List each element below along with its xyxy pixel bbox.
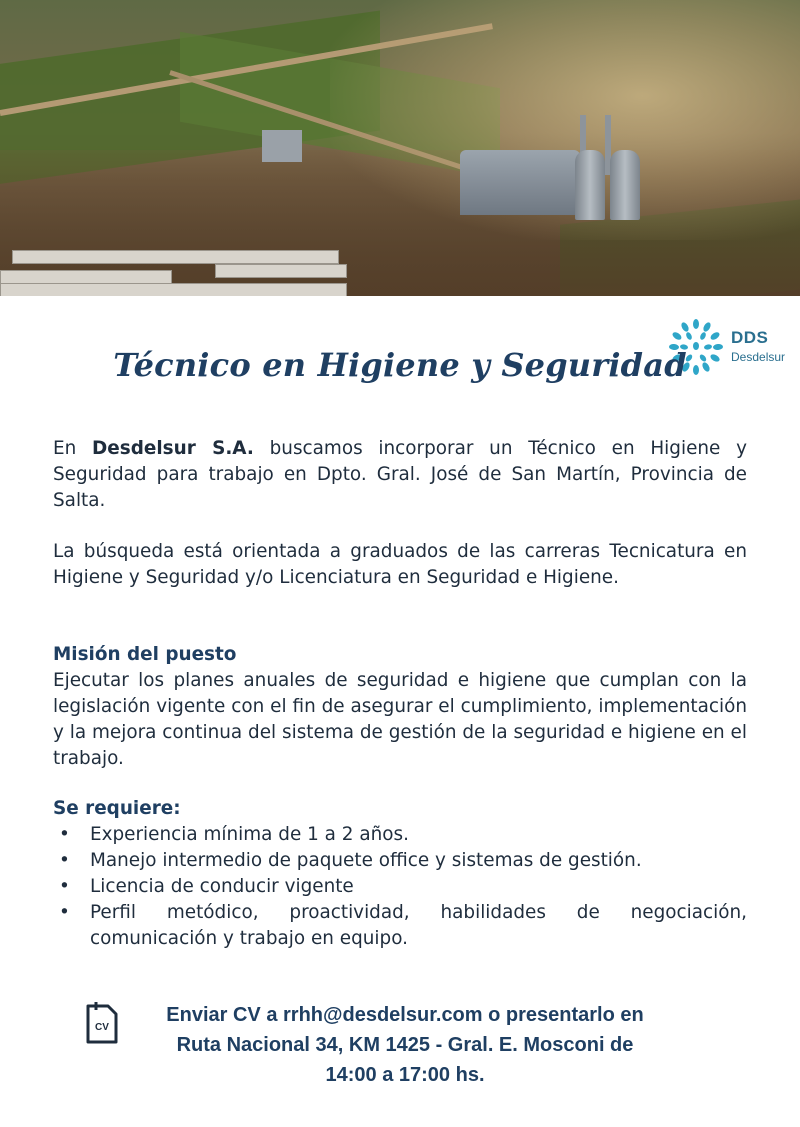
contact-info bbox=[130, 1000, 680, 1090]
requirements-heading: Se requiere: bbox=[53, 798, 181, 819]
intro-suffix: buscamos incorporar un Técnico en Higiene y Seguridad para trabajo en Dpto. Gral. José de San Martín, Provincia de Salta. bbox=[53, 438, 747, 511]
silo bbox=[610, 150, 640, 220]
hero-photo bbox=[0, 0, 800, 296]
list-item: • Experiencia mínima de 1 a 2 años. bbox=[53, 822, 747, 848]
contact-line: Ruta Nacional 34, KM 1425 - Gral. E. Mosconi de bbox=[176, 1034, 634, 1056]
silo bbox=[575, 150, 605, 220]
mission-heading: Misión del puesto bbox=[53, 644, 237, 665]
storage-shed bbox=[12, 250, 339, 264]
contact-line: 14:00 a 17:00 hs. bbox=[325, 1064, 485, 1086]
contact-line: Enviar CV a rrhh@desdelsur.com o presentarlo en bbox=[166, 1004, 644, 1026]
storage-shed bbox=[0, 270, 172, 284]
factory-building bbox=[262, 130, 302, 162]
intro-prefix: En bbox=[53, 438, 93, 459]
logo-name: Desdelsur bbox=[731, 350, 786, 364]
cv-document-icon bbox=[84, 1000, 120, 1046]
list-item: • Manejo intermedio de paquete office y sistemas de gestión. bbox=[53, 848, 747, 874]
job-title: Técnico en Higiene y Seguridad bbox=[113, 346, 687, 384]
intro-paragraph bbox=[53, 436, 747, 514]
storage-shed bbox=[215, 264, 347, 278]
profile-paragraph: La búsqueda está orientada a graduados de las carreras Tecnicatura en Higiene y Seguridad y/o Licenciatura en Seguridad e Higiene. bbox=[53, 541, 747, 588]
mission-paragraph: Ejecutar los planes anuales de seguridad e higiene que cumplan con la legislación vigente con el fin de asegurar el cumplimiento, implementación y la mejora continua del sistema de gestión de la seguridad e higiene en el trabajo. bbox=[53, 670, 747, 769]
logo-brand: DDS bbox=[731, 328, 769, 347]
factory-building bbox=[460, 150, 580, 215]
list-item: • Perfil metódico, proactividad, habilidades de negociación, comunicación y trabajo en equipo. bbox=[53, 900, 747, 952]
requirements-list bbox=[53, 822, 747, 952]
company-name: Desdelsur S.A. bbox=[92, 438, 254, 459]
storage-shed bbox=[0, 283, 347, 296]
list-item: • Licencia de conducir vigente bbox=[53, 874, 747, 900]
cv-icon-label: CV bbox=[95, 1022, 109, 1033]
